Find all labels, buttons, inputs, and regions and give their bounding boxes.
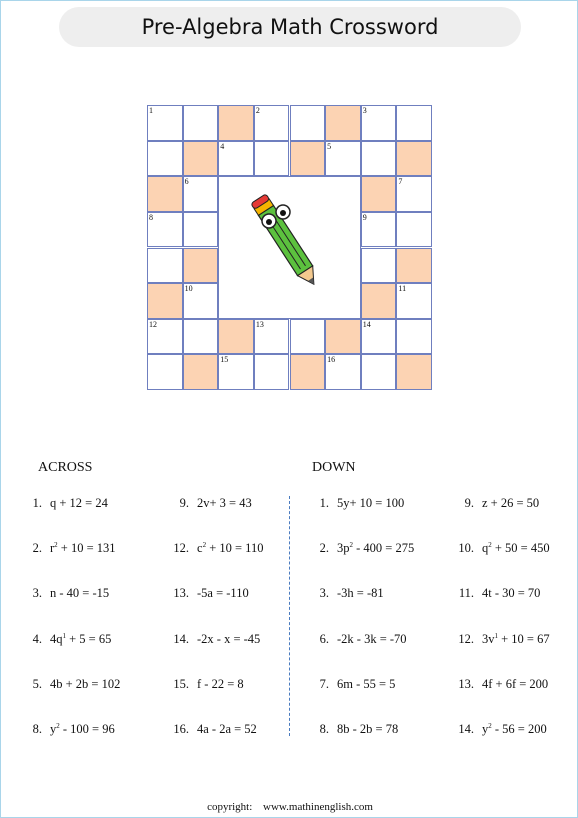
clue-index: 2.: [32, 541, 42, 556]
grid-cell[interactable]: [361, 248, 397, 284]
grid-cell[interactable]: [290, 105, 326, 141]
column-divider: [289, 496, 290, 736]
down-clue: [319, 496, 405, 511]
clue-number: 4: [220, 141, 225, 151]
clue-index: 12.: [458, 631, 474, 646]
grid-cell[interactable]: [361, 354, 397, 390]
clue-index: 3.: [319, 586, 329, 601]
clue-number: 2: [255, 106, 260, 115]
clue-number: 12: [149, 319, 157, 329]
grid-cell[interactable]: [396, 176, 432, 212]
down-clue: [464, 496, 540, 511]
grid-cell[interactable]: [361, 212, 397, 248]
grid-cell[interactable]: [396, 105, 432, 141]
grid-cell[interactable]: [218, 354, 254, 390]
down-clue: [319, 541, 415, 556]
clue-equation-rest: - 100 = 96: [59, 722, 115, 737]
clue-equation: -5a = -110: [197, 586, 249, 601]
clue-equation: y: [482, 722, 489, 737]
clue-equation: q + 12 = 24: [50, 496, 108, 510]
grid-cell[interactable]: [183, 248, 219, 284]
clue-equation: f - 22 = 8: [197, 676, 244, 691]
down-clue: [319, 722, 399, 737]
pencil-mascot-icon: [219, 177, 361, 319]
grid-cell[interactable]: [254, 141, 290, 177]
clue-equation: 3p: [337, 541, 350, 556]
exponent: 2: [202, 541, 207, 550]
across-clue: [173, 541, 264, 556]
pencil-illustration: [218, 176, 360, 318]
grid-cell[interactable]: [183, 105, 219, 141]
grid-cell[interactable]: [396, 141, 432, 177]
clue-equation: 4a - 2a = 52: [197, 722, 257, 736]
clue-index: 3.: [32, 586, 42, 601]
grid-cell[interactable]: [254, 105, 290, 141]
clue-number: 8: [149, 212, 153, 222]
clue-equation: q: [482, 541, 489, 556]
clue-index: 8.: [32, 722, 42, 736]
grid-cell[interactable]: [325, 105, 361, 141]
grid-cell[interactable]: [361, 319, 397, 355]
grid-cell[interactable]: [147, 105, 183, 141]
clue-equation: 3v: [482, 631, 495, 646]
clue-equation: -2x - x = -45: [197, 631, 261, 646]
clue-index: 1.: [319, 496, 329, 510]
clue-number: 1: [149, 106, 153, 115]
across-clue: [179, 496, 252, 511]
clue-index: 2.: [319, 541, 329, 556]
clue-equation: r: [50, 541, 55, 556]
clue-number: 11: [398, 284, 407, 294]
grid-cell[interactable]: [147, 212, 183, 248]
exponent: 2: [349, 541, 353, 550]
across-clue: [32, 722, 115, 737]
grid-cell[interactable]: [361, 141, 397, 177]
clue-equation: y: [50, 722, 57, 737]
down-clue: [458, 541, 550, 556]
clue-number: 10: [184, 284, 193, 294]
site-link[interactable]: www.mathinenglish.com: [263, 801, 373, 813]
down-clue: [458, 722, 547, 737]
grid-cell[interactable]: [396, 319, 432, 355]
clue-number: 3: [362, 106, 367, 115]
grid-cell[interactable]: [290, 319, 326, 355]
grid-cell[interactable]: [361, 176, 397, 212]
clue-equation-rest: + 10 = 67: [498, 631, 550, 646]
grid-cell[interactable]: [183, 354, 219, 390]
grid-cell[interactable]: [396, 212, 432, 248]
down-clue: [458, 676, 549, 692]
clue-equation: n - 40 = -15: [50, 586, 110, 601]
clue-number: 13: [255, 319, 264, 329]
clue-equation: -2k - 3k = -70: [337, 631, 407, 646]
clue-index: 15.: [173, 676, 189, 691]
clue-number: 9: [362, 212, 367, 222]
clue-equation: 6m - 55 = 5: [337, 676, 396, 691]
clue-index: 14.: [458, 722, 474, 736]
down-clue: [458, 631, 550, 647]
clue-number: 6: [184, 177, 189, 187]
grid-cell[interactable]: [254, 319, 290, 355]
clue-index: 13.: [173, 586, 189, 601]
down-clue: [319, 676, 396, 692]
grid-cell[interactable]: [361, 105, 397, 141]
grid-cell[interactable]: [183, 319, 219, 355]
copyright-label: copyright:: [207, 801, 253, 813]
clue-index: 9.: [464, 496, 474, 510]
clue-index: 16.: [173, 722, 189, 736]
clue-equation-rest: + 10 = 131: [57, 541, 116, 556]
grid-cell[interactable]: [147, 319, 183, 355]
across-clue: [173, 722, 257, 737]
down-clue: [319, 631, 407, 647]
footer: [1, 801, 578, 813]
grid-cell[interactable]: [218, 319, 254, 355]
clue-number: 7: [398, 177, 403, 187]
grid-cell[interactable]: [147, 141, 183, 177]
clue-index: 13.: [458, 676, 474, 691]
exponent: 1: [62, 631, 66, 640]
grid-cell[interactable]: [147, 354, 183, 390]
clue-equation-rest: - 400 = 275: [353, 541, 415, 556]
grid-cell[interactable]: [254, 354, 290, 390]
clue-index: 1.: [32, 496, 42, 510]
clue-index: 4.: [32, 631, 42, 646]
clue-index: 14.: [173, 631, 189, 646]
grid-cell[interactable]: [183, 212, 219, 248]
across-clue: [32, 631, 112, 647]
grid-cell[interactable]: [325, 141, 361, 177]
clue-number: 5: [327, 141, 332, 151]
grid-cell[interactable]: [147, 176, 183, 212]
clue-equation: 4b + 2b = 102: [50, 676, 121, 691]
across-clue: [32, 541, 116, 556]
clue-equation: c: [197, 541, 203, 556]
grid-cell[interactable]: [396, 248, 432, 284]
grid-cell[interactable]: [290, 141, 326, 177]
across-clue: [32, 496, 108, 511]
grid-cell[interactable]: [147, 283, 183, 319]
exponent: 2: [488, 722, 492, 730]
grid-cell[interactable]: [325, 319, 361, 355]
grid-cell[interactable]: [218, 141, 254, 177]
clue-equation: 2v+ 3 = 43: [197, 496, 252, 510]
across-clue: [173, 586, 249, 601]
clue-equation: 8b - 2b = 78: [337, 722, 399, 736]
across-clue: [32, 586, 110, 601]
grid-cell[interactable]: [325, 354, 361, 390]
exponent: 2: [54, 541, 58, 550]
grid-cell[interactable]: [361, 283, 397, 319]
down-clue: [319, 586, 384, 601]
exponent: 1: [494, 631, 498, 640]
grid-cell[interactable]: [396, 354, 432, 390]
across-clue: [32, 676, 121, 692]
clue-index: 9.: [179, 496, 189, 510]
clue-index: 6.: [319, 631, 329, 646]
clue-number: 15: [220, 355, 229, 365]
grid-cell[interactable]: [147, 248, 183, 284]
down-clue: [458, 586, 541, 601]
clue-equation-rest: + 50 = 450: [491, 541, 550, 556]
across-clue: [173, 631, 261, 647]
grid-cell[interactable]: [290, 354, 326, 390]
exponent: 2: [56, 722, 60, 730]
grid-cell[interactable]: [183, 176, 219, 212]
clue-equation-rest: + 10 = 110: [206, 541, 264, 556]
clue-equation: 4q: [50, 631, 63, 646]
clue-index: 7.: [319, 676, 329, 691]
clue-equation: -3h = -81: [337, 586, 384, 601]
across-clue: [173, 676, 244, 692]
across-heading: ACROSS: [38, 460, 93, 475]
clue-equation-rest: + 5 = 65: [66, 631, 112, 646]
clue-index: 5.: [32, 676, 42, 691]
clue-number: 14: [362, 319, 371, 329]
grid-cell[interactable]: [218, 105, 254, 141]
clue-equation-rest: - 56 = 200: [491, 722, 547, 737]
clue-equation: 5y+ 10 = 100: [337, 496, 405, 510]
clue-index: 10.: [458, 541, 474, 556]
clue-index: 8.: [319, 722, 329, 736]
clue-index: 11.: [458, 586, 474, 601]
clue-equation: 4f + 6f = 200: [482, 676, 549, 691]
exponent: 2: [488, 541, 492, 550]
grid-cell[interactable]: [183, 283, 219, 319]
grid-cell[interactable]: [183, 141, 219, 177]
clue-equation: z + 26 = 50: [482, 496, 540, 510]
clue-number: 16: [327, 355, 336, 365]
page-title: Pre-Algebra Math Crossword: [59, 7, 521, 47]
clue-equation: 4t - 30 = 70: [482, 586, 541, 601]
down-heading: DOWN: [312, 460, 356, 475]
grid-cell[interactable]: [396, 283, 432, 319]
clue-index: 12.: [173, 541, 189, 556]
